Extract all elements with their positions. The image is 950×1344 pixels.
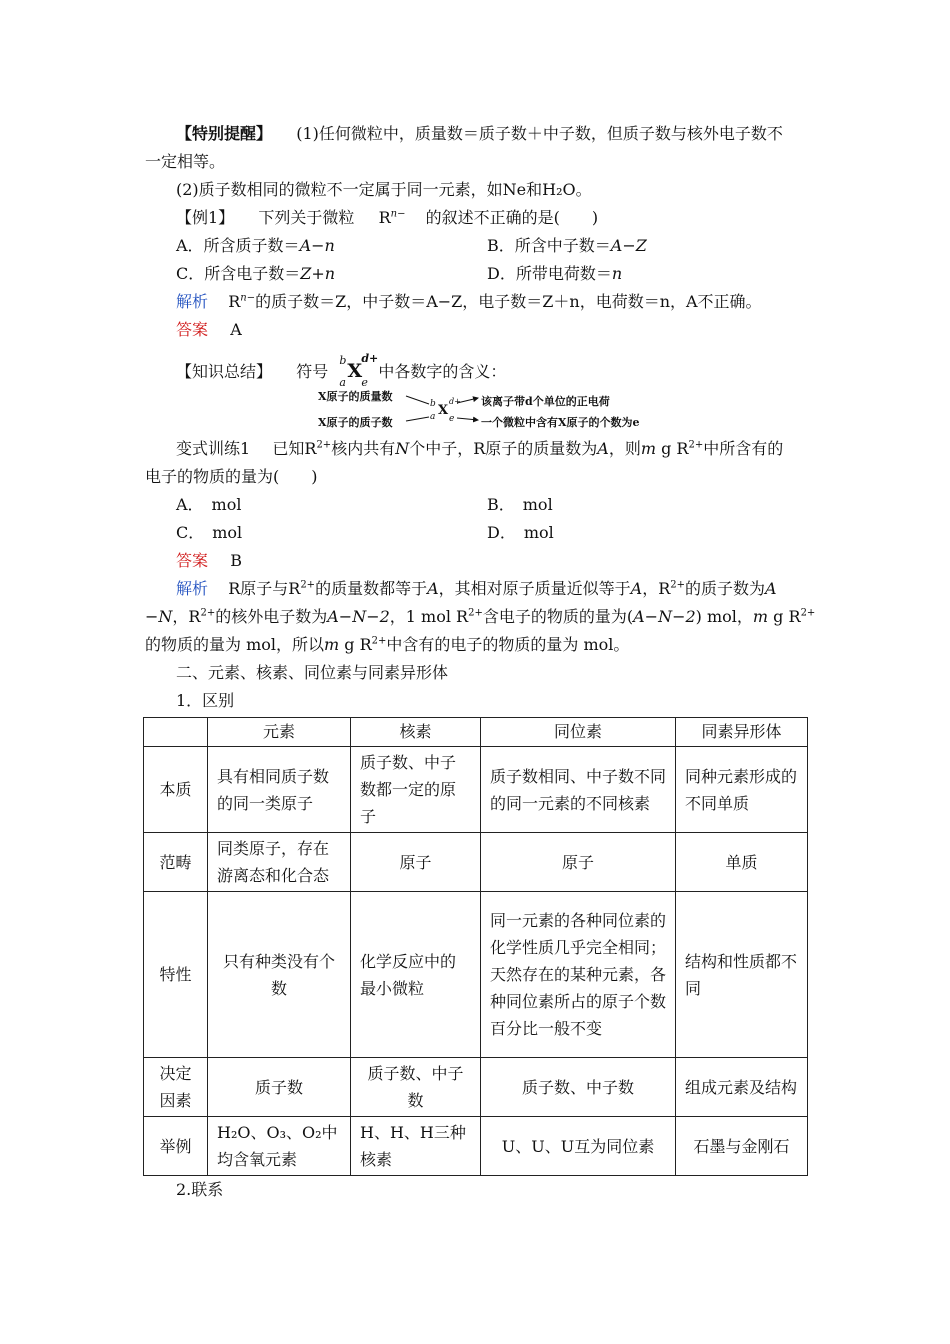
example1-stem-a: 下列关于微粒 bbox=[258, 208, 355, 227]
note-text-1: (1)任何微粒中，质量数＝质子数＋中子数，但质子数与核外电子数不 bbox=[296, 124, 783, 143]
table-header-cell: 同素异形体 bbox=[676, 718, 808, 747]
diagram-label-charge: 该离子带d个单位的正电荷 bbox=[481, 395, 610, 408]
diagram-label-mass-number: X原子的质量数 bbox=[318, 390, 393, 403]
table-cell: 单质 bbox=[676, 833, 808, 892]
table-cell: 具有相同质子数的同一类原子 bbox=[208, 747, 351, 833]
note-paragraph-2: (2)质子数相同的微粒不一定属于同一元素，如Ne和H₂O。 bbox=[176, 180, 592, 199]
table-cell: 同种元素形成的不同单质 bbox=[676, 747, 808, 833]
variant1-label: 变式训练1 bbox=[176, 439, 251, 458]
variant1-analysis-1: 解析 R原子与$R^{2+}$的质量数都等于A，其相对原子质量近似等于A，$R^{2+}$的质子数为A bbox=[176, 579, 777, 598]
example1-stem bbox=[176, 208, 598, 228]
summary-label: 【知识总结】 bbox=[176, 362, 273, 381]
variant1-option-c: C． mol bbox=[176, 523, 243, 542]
comparison-table bbox=[143, 717, 808, 1176]
section2-heading: 二、元素、核素、同位素与同素异形体 bbox=[176, 663, 449, 682]
example1-answer bbox=[176, 320, 242, 340]
arrow-count bbox=[457, 418, 478, 420]
variant1-answer: 答案 B bbox=[176, 551, 242, 570]
diagram-arrows bbox=[318, 388, 678, 434]
variant1-stem: 变式训练1 已知$R^{2+}$核内共有N个中子，R原子的质量数为A，则m g $R^{2+}$中所含有的 bbox=[176, 439, 784, 458]
example1-label: 【例1】 bbox=[176, 208, 235, 227]
arrow-proton bbox=[406, 417, 429, 421]
note-paragraph-1 bbox=[176, 124, 783, 144]
row-label: 本质 bbox=[144, 747, 208, 833]
diagram-label-proton-number: X原子的质子数 bbox=[318, 416, 393, 429]
table-row bbox=[144, 1117, 808, 1176]
table-row bbox=[144, 892, 808, 1058]
section2-sub1: 1．区别 bbox=[176, 691, 235, 710]
table-cell: 组成元素及结构 bbox=[676, 1058, 808, 1117]
table-row bbox=[144, 833, 808, 892]
nuclide-diagram: X原子的质量数 X原子的质子数 该离子带d个单位的正电荷 一个微粒中含有X原子的个数为e b a X d+ e bbox=[318, 388, 678, 434]
table-header-cell: 核素 bbox=[351, 718, 481, 747]
variant1-analysis-3: 的物质的量为 mol，所以m g $R^{2+}$中含有的电子的物质的量为 mol。 bbox=[145, 635, 630, 654]
row-label: 特性 bbox=[144, 892, 208, 1058]
table-row bbox=[144, 747, 808, 833]
option-c: C．所含电子数＝Z+n bbox=[176, 264, 336, 283]
example1-analysis: 解析 $R^{n-}$的质子数＝Z，中子数＝A−Z，电子数＝Z＋n，电荷数＝n，A不正确。 bbox=[176, 292, 762, 311]
variant1-analysis-2: −N，$R^{2+}$的核外电子数为A−N−2，1 mol $R^{2+}$含电子的物质的量为(A−N−2) mol，m g $R^{2+}$ bbox=[145, 607, 816, 626]
option-a: A．所含质子数＝A−n bbox=[176, 236, 335, 255]
nuclide-symbol: b a X d+ e bbox=[339, 351, 379, 389]
answer-value: A bbox=[230, 320, 242, 339]
table-header-cell: 元素 bbox=[208, 718, 351, 747]
table-cell: H₂O、O₃、O₂中均含氧元素 bbox=[208, 1117, 351, 1176]
table-cell: 质子数、中子数 bbox=[351, 1058, 481, 1117]
variant1-option-d: D． mol bbox=[487, 523, 554, 542]
table-cell: U、U、U互为同位素 bbox=[481, 1117, 676, 1176]
arrow-mass bbox=[406, 396, 429, 404]
table-cell: H、H、H三种核素 bbox=[351, 1117, 481, 1176]
option-d: D．所带电荷数＝n bbox=[487, 264, 623, 283]
table-cell: 质子数、中子数都一定的原子 bbox=[351, 747, 481, 833]
table-cell: 只有种类没有个数 bbox=[208, 892, 351, 1058]
answer-label: 答案 bbox=[176, 320, 209, 339]
particle-symbol: R bbox=[378, 208, 391, 227]
variant1-option-b: B． mol bbox=[487, 495, 553, 514]
example1-stem-b: 的叙述不正确的是( ) bbox=[425, 208, 599, 227]
analysis-label: 解析 bbox=[176, 292, 209, 311]
table-cell: 原子 bbox=[351, 833, 481, 892]
variant1-option-a: A． mol bbox=[176, 495, 242, 514]
row-label: 举例 bbox=[144, 1117, 208, 1176]
arrow-charge bbox=[457, 398, 478, 403]
table-header-cell bbox=[144, 718, 208, 747]
row-label: 范畴 bbox=[144, 833, 208, 892]
table-row bbox=[144, 1058, 808, 1117]
section2-sub2: 2.联系 bbox=[176, 1180, 224, 1199]
table-header-cell: 同位素 bbox=[481, 718, 676, 747]
row-label: 决定因素 bbox=[144, 1058, 208, 1117]
note-label: 【特别提醒】 bbox=[176, 124, 273, 143]
table-cell: 同类原子，存在游离态和化合态 bbox=[208, 833, 351, 892]
table-cell: 同一元素的各种同位素的化学性质几乎完全相同；天然存在的某种元素，各种同位素所占的原子个数百分比一般不变 bbox=[481, 892, 676, 1058]
table-cell: 石墨与金刚石 bbox=[676, 1117, 808, 1176]
note-text-1-cont: 一定相等。 bbox=[145, 152, 226, 171]
table-cell: 质子数相同、中子数不同的同一元素的不同核素 bbox=[481, 747, 676, 833]
option-b: B．所含中子数＝A−Z bbox=[487, 236, 647, 255]
table-cell: 原子 bbox=[481, 833, 676, 892]
variant1-stem-line2: 电子的物质的量为( ) bbox=[145, 467, 318, 486]
summary-line: 【知识总结】 符号 b a X d+ e 中各数字的含义： bbox=[176, 351, 507, 389]
table-cell: 结构和性质都不同 bbox=[676, 892, 808, 1058]
diagram-label-count: 一个微粒中含有X原子的个数为e bbox=[481, 416, 640, 429]
table-cell: 质子数、中子数 bbox=[481, 1058, 676, 1117]
table-cell: 化学反应中的最小微粒 bbox=[351, 892, 481, 1058]
particle-charge: n− bbox=[390, 208, 406, 220]
diagram-x-symbol: X bbox=[438, 403, 449, 418]
table-header-row bbox=[144, 718, 808, 747]
table-cell: 质子数 bbox=[208, 1058, 351, 1117]
